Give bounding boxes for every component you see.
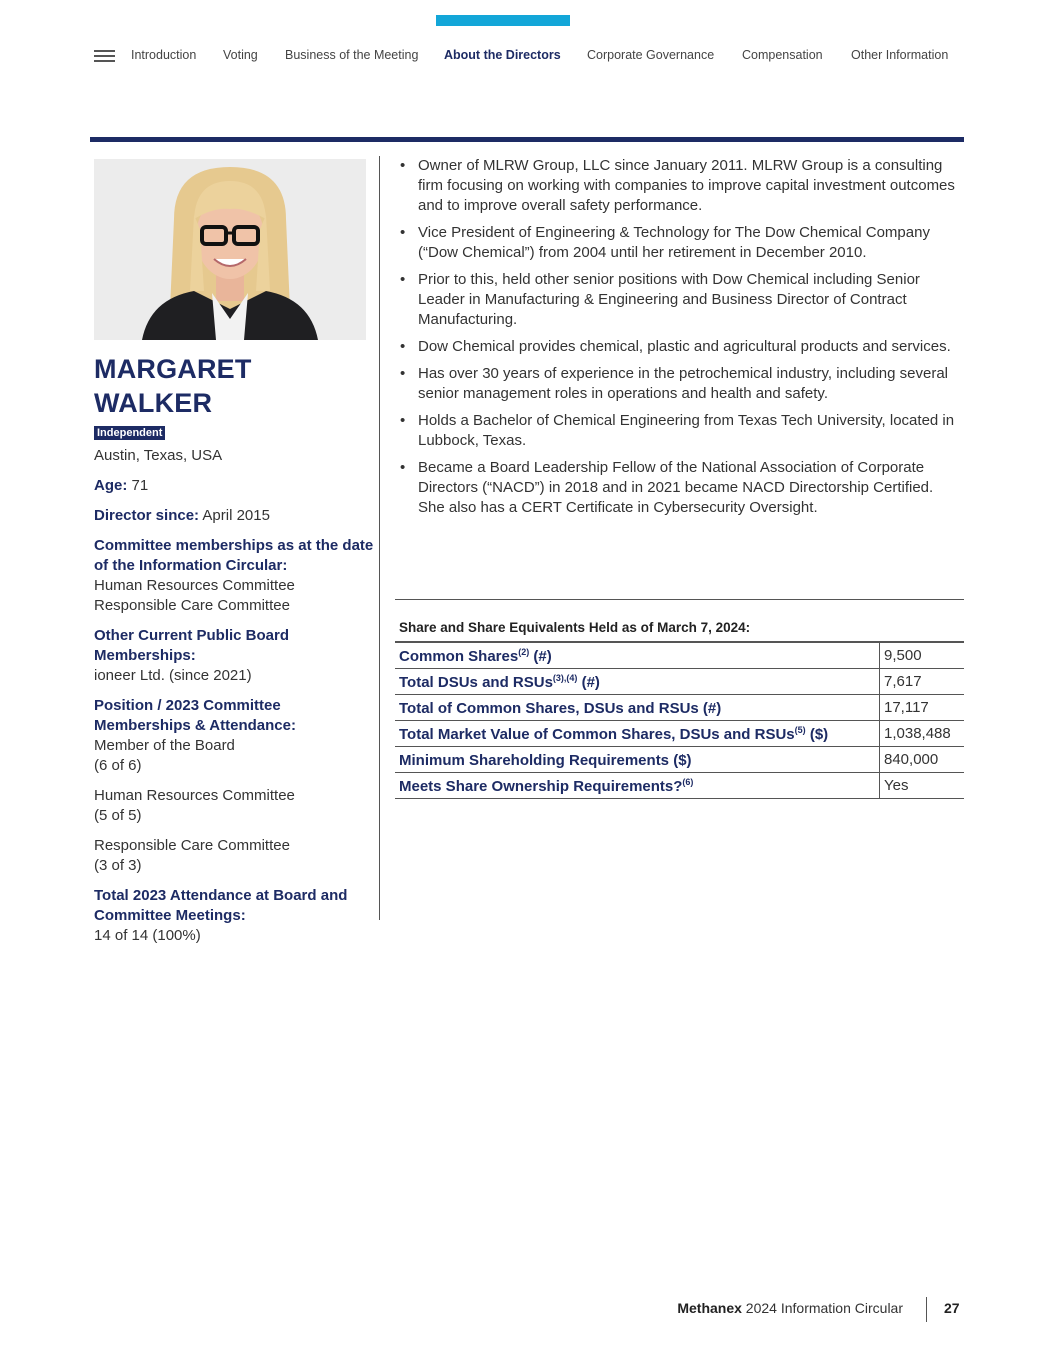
other-boards-label: Other Current Public Board Memberships: [94,627,290,664]
director-since-label: Director since: [94,507,200,524]
table-row-label: Total of Common Shares, DSUs and RSUs (#) [395,695,880,721]
nav-item-about-the-directors[interactable]: About the Directors [444,48,561,62]
shares-table [395,641,964,799]
age-line [94,476,374,496]
shares-table-title: Share and Share Equivalents Held as of March 7, 2024: [399,620,751,635]
table-row [395,695,964,721]
biography-list [397,156,963,525]
section-divider [395,599,964,600]
positions-attendance [94,696,374,876]
table-row-value: 17,117 [880,695,965,721]
director-location: Austin, Texas, USA [94,447,223,464]
committee-memberships [94,536,374,616]
biography-item: • Vice President of Engineering & Technology for The Dow Chemical Company (“Dow Chemical”) from 2004 until her retirement in December 2010. [397,223,963,263]
nav-item-corporate-governance[interactable]: Corporate Governance [587,48,715,62]
table-row-value: 7,617 [880,669,965,695]
table-row-value: 1,038,488 [880,721,965,747]
hamburger-menu-icon[interactable] [94,50,115,63]
other-boards-value: ioneer Ltd. (since 2021) [94,667,252,684]
biography-item: • Prior to this, held other senior positions with Dow Chemical including Senior Leader in Manufacturing & Engineering and Business Director of Contract Manufacturing. [397,270,963,330]
table-row-label: Meets Share Ownership Requirements?$^{(6)}$ [395,773,880,799]
nav-item-other-information[interactable]: Other Information [851,48,949,62]
independent-badge: Independent [94,426,165,440]
footer-company: Methanex [677,1300,742,1316]
age-label: Age: [94,477,128,494]
table-row-label: Minimum Shareholding Requirements ($) [395,747,880,773]
nav-item-introduction[interactable]: Introduction [131,48,197,62]
column-divider [379,156,380,920]
page-number: 27 [944,1300,960,1316]
director-name: MARGARET WALKER [94,354,252,418]
director-since-line [94,506,374,526]
position-role: Member of the Board [94,737,235,754]
position-role: Human Resources Committee [94,787,295,804]
table-row-value: Yes [880,773,965,799]
position-role: Responsible Care Committee [94,837,290,854]
biography-item: • Holds a Bachelor of Chemical Engineering from Texas Tech University, located in Lubbock, Texas. [397,411,963,451]
committee-item: Human Resources Committee [94,577,295,594]
director-portrait [94,159,366,340]
footer-doc: 2024 Information Circular [741,1300,903,1316]
director-profile [94,352,374,946]
total-attendance-value: 14 of 14 (100%) [94,927,201,944]
biography-item: • Dow Chemical provides chemical, plastic and agricultural products and services. [397,337,963,357]
table-row [395,747,964,773]
table-row-value: 9,500 [880,642,965,669]
total-attendance [94,886,374,946]
table-row [395,642,964,669]
table-row-value: 840,000 [880,747,965,773]
biography-item: • Became a Board Leadership Fellow of the National Association of Corporate Directors (“NACD”) in 2018 and in 2021 became NACD Directorship Certified. She also has a CERT Certificate in Cybersecurity Oversight. [397,458,963,518]
biography-item: • Has over 30 years of experience in the petrochemical industry, including several senior management roles in operations and health and safety. [397,364,963,404]
table-row-label: Total Market Value of Common Shares, DSUs and RSUs$^{(5)}$ ($) [395,721,880,747]
table-row-label: Total DSUs and RSUs$^{(3),(4)}$ (#) [395,669,880,695]
table-row [395,721,964,747]
other-boards [94,626,374,686]
table-row [395,669,964,695]
total-attendance-label: Total 2023 Attendance at Board and Committee Meetings: [94,887,348,924]
nav-item-voting[interactable]: Voting [223,48,258,62]
position-attendance: (3 of 3) [94,857,142,874]
biography-item: • Owner of MLRW Group, LLC since January 2011. MLRW Group is a consulting firm focusing on working with companies to improve capital investment outcomes and to improve overall safety performance. [397,156,963,216]
active-section-indicator [436,15,570,26]
committee-item: Responsible Care Committee [94,597,290,614]
position-attendance: (6 of 6) [94,757,142,774]
header-divider [90,137,964,142]
table-row [395,773,964,799]
table-row-label: Common Shares$^{(2)}$ (#) [395,642,880,669]
committees-label: Committee memberships as at the date of the Information Circular: [94,537,374,574]
footer-divider [926,1297,927,1322]
positions-label: Position / 2023 Committee Memberships & Attendance: [94,697,296,734]
nav-item-business-of-the-meeting[interactable]: Business of the Meeting [285,48,419,62]
age-value: 71 [131,477,149,494]
footer-doc-title [600,1300,903,1316]
nav-item-compensation[interactable]: Compensation [742,48,823,62]
director-since-value: April 2015 [202,507,270,524]
position-attendance: (5 of 5) [94,807,142,824]
